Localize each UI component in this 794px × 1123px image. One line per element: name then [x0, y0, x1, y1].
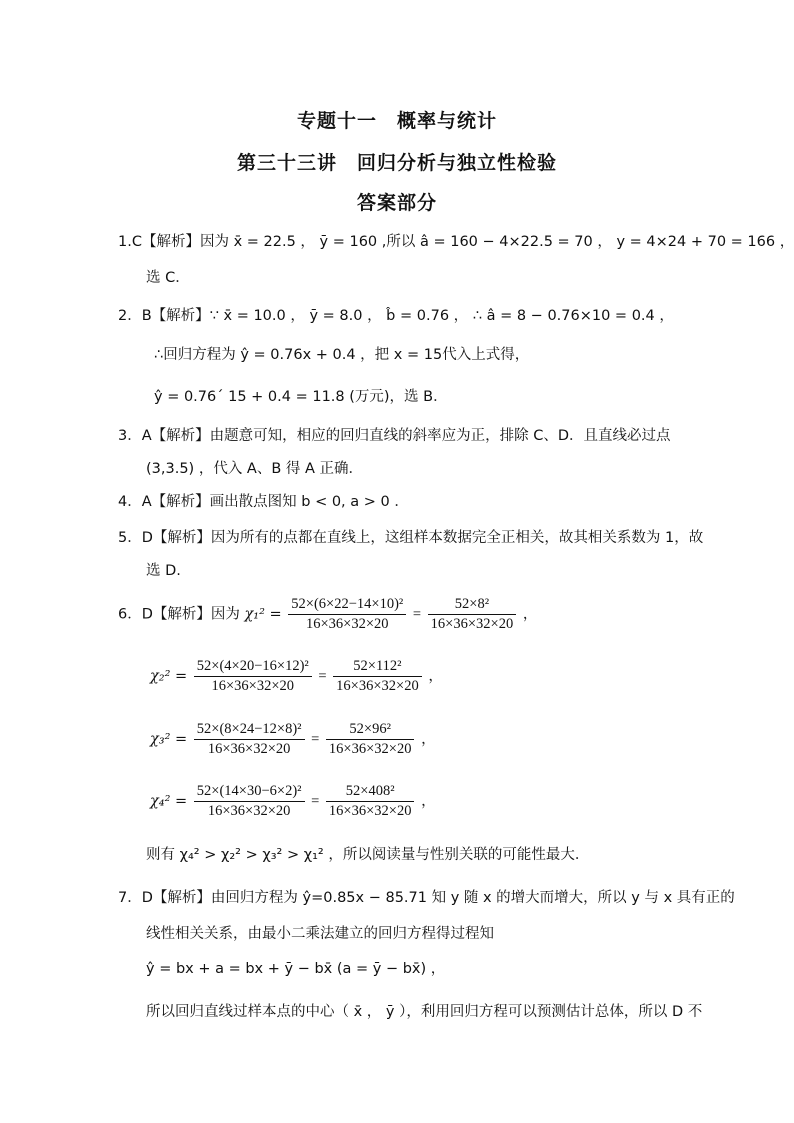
chi3-numerator-simplified: 52×96² [326, 721, 415, 740]
chi2-numerator-simplified: 52×112² [333, 658, 422, 677]
chi3-denominator-simplified: 16×36×32×20 [328, 741, 412, 757]
chi1-fraction-simplified [428, 596, 517, 633]
answer-1-line-2: 选 C． [146, 270, 190, 286]
chi2-equals: = [318, 668, 327, 685]
answer-7-line-4: 所以回归直线过样本点的中心（ x̄ ， ȳ ），利用回归方程可以预测估计总体，所以 D 不 [146, 1004, 703, 1020]
chi3-equals: = [311, 731, 320, 748]
chi1-lhs: χ₁² = [244, 606, 282, 623]
chi4-fraction-simplified [326, 783, 415, 820]
chi1-numerator: 52×(6×22−14×10)² [288, 596, 406, 615]
page-title: 专题十一 概率与统计 [296, 110, 497, 132]
answer-2-line-2: ∴回归方程为 ŷ = 0.76x + 0.4 ，把 x = 15代入上式得， [154, 347, 530, 363]
answer-1-line-1: 1.C【解析】因为 x̄ = 22.5 ， ȳ = 160 ,所以 â = 160 − 4×22.5 = 70 ， y = 4×24 + 70 = 166 ， [118, 234, 794, 250]
chi2-fraction-simplified [333, 658, 422, 695]
answer-6-conclusion: 则有 χ₄² > χ₂² > χ₃² > χ₁² ，所以阅读量与性别关联的可能性最大． [146, 847, 590, 863]
chi3-fraction-simplified [326, 721, 415, 758]
answer-6-prefix: 6．D【解析】因为 [118, 606, 240, 623]
chi4-equals: = [311, 793, 320, 810]
chi1-numerator-simplified: 52×8² [428, 596, 517, 615]
answer-7-line-3: ŷ = bx + a = bx + ȳ − bx̄ (a = ȳ − bx̄) ， [146, 961, 446, 977]
lecture-title: 第三十三讲 回归分析与独立性检验 [236, 152, 557, 174]
answer-7-line-1: 7．D【解析】由回归方程为 ŷ=0.85x − 85.71 知 y 随 x 的增大而增大，所以 y 与 x 具有正的 [118, 890, 735, 906]
answer-5-line-2: 选 D. [146, 563, 181, 579]
chi3-numerator: 52×(8×24−12×8)² [194, 721, 305, 740]
chi4-comma: ， [421, 793, 436, 810]
answer-6-chi3-row [150, 721, 436, 758]
chi2-lhs: χ₂² = [150, 668, 188, 685]
chi2-numerator: 52×(4×20−16×12)² [194, 658, 312, 677]
chi2-fraction [194, 658, 312, 695]
answer-2-line-3: ŷ = 0.76´ 15 + 0.4 = 11.8 (万元)，选 B． [154, 389, 448, 405]
chi2-denominator-simplified: 16×36×32×20 [336, 678, 419, 694]
chi4-denominator: 16×36×32×20 [207, 803, 291, 819]
chi1-comma: ， [522, 606, 538, 623]
chi4-fraction [194, 783, 305, 820]
answer-7-line-2: 线性相关关系，由最小二乘法建立的回归方程得过程知 [146, 926, 494, 942]
chi2-comma: ， [428, 668, 443, 685]
answer-6-chi2-row [150, 658, 443, 695]
chi3-lhs: χ₃² = [150, 731, 188, 748]
chi4-lhs: χ₄² = [150, 793, 188, 810]
answer-3-line-1: 3．A【解析】由题意可知，相应的回归直线的斜率应为正，排除 C、D．且直线必过点 [118, 428, 671, 444]
answer-6-chi4-row [150, 783, 436, 820]
chi4-denominator-simplified: 16×36×32×20 [328, 803, 412, 819]
answer-3-line-2: (3,3.5) ，代入 A、B 得 A 正确． [146, 461, 364, 477]
chi4-numerator-simplified: 52×408² [326, 783, 415, 802]
answer-4-line-1: 4．A【解析】画出散点图知 b < 0, a > 0 ． [118, 494, 409, 510]
section-title: 答案部分 [356, 192, 437, 214]
answer-6-chi1-row [118, 596, 537, 633]
chi1-fraction [288, 596, 406, 633]
chi2-denominator: 16×36×32×20 [211, 678, 295, 694]
chi3-denominator: 16×36×32×20 [207, 741, 291, 757]
chi4-numerator: 52×(14×30−6×2)² [194, 783, 305, 802]
answer-5-line-1: 5．D【解析】因为所有的点都在直线上，这组样本数据完全正相关，故其相关系数为 1，故 [118, 530, 704, 546]
chi3-fraction [194, 721, 305, 758]
chi1-denominator-simplified: 16×36×32×20 [430, 616, 514, 632]
chi1-equals: = [412, 606, 422, 623]
chi3-comma: ， [421, 731, 436, 748]
chi1-denominator: 16×36×32×20 [305, 616, 389, 632]
answer-2-line-1: 2．B【解析】∵ x̄ = 10.0 ， ȳ = 8.0 ， b̂ = 0.76 ， ∴ â = 8 − 0.76×10 = 0.4 ， [118, 308, 674, 324]
